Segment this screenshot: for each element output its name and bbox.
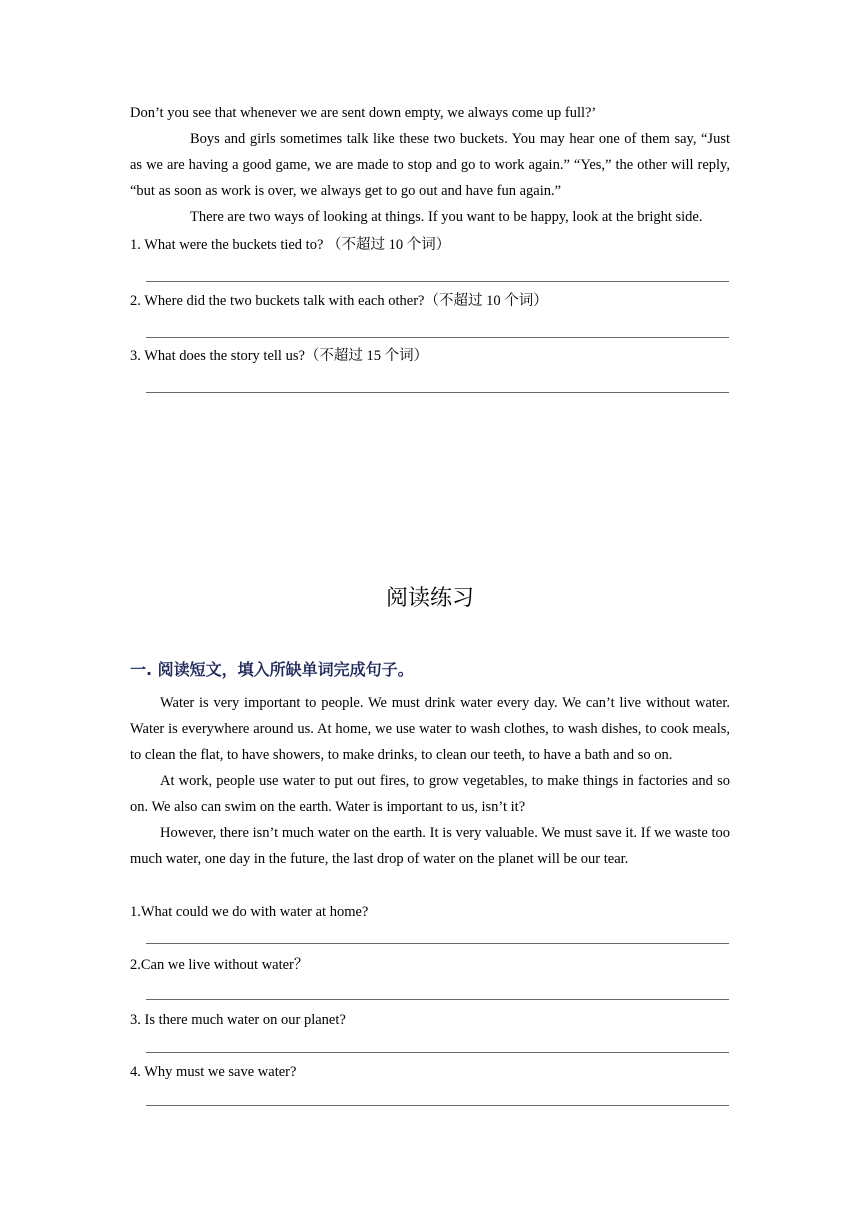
question-b-2 [130,952,730,978]
answer-line[interactable] [146,999,729,1000]
story-paragraph-3: There are two ways of looking at things. If you want to be happy, look at the bright side. [190,209,703,225]
page-title: 阅读练习 [385,586,474,611]
story-text [130,100,730,230]
answer-line[interactable] [146,392,729,393]
question-text: 3. What does the story tell us?（不超过 15 个词） [130,348,429,364]
section-heading: 一. 阅读短文，填入所缺单词完成句子。 [130,660,414,679]
question-text: 4. Why must we save water? [130,1064,297,1080]
question-b-4 [130,1059,730,1085]
question-b-3 [130,1007,730,1033]
story-paragraph-2: Boys and girls sometimes talk like these two buckets. You may hear one of them say, “Just as we are having a good game, we are made to stop and go to work again.” “Yes,” the other will reply, “but as soon as work is over, we always get to go out and have fun again.” [130,131,730,199]
passage-paragraph-3: However, there isn’t much water on the earth. It is very valuable. We must save it. If we waste too much water, one day in the future, the last drop of water on the planet will be our tear. [130,825,730,867]
question-a-2 [130,288,730,314]
answer-line[interactable] [146,1105,729,1106]
question-text: 1. What were the buckets tied to? （不超过 10 个词） [130,237,451,253]
story-paragraph-1: Don’t you see that whenever we are sent down empty, we always come up full?’ [130,105,597,121]
passage-paragraph-1: Water is very important to people. We must drink water every day. We can’t live without water. Water is everywhere around us. At home, we use water to wash clothes, to wash dishes, to cook meals, to clean the flat, to have showers, to make drinks, to clean our teeth, to have a bath and so on. [130,695,730,763]
answer-line[interactable] [146,281,729,282]
answer-line[interactable] [146,1052,729,1053]
question-text: 1.What could we do with water at home? [130,904,369,920]
question-a-1 [130,232,730,258]
reading-passage [130,690,730,872]
question-a-3 [130,343,730,369]
question-b-1 [130,899,730,925]
passage-paragraph-2: At work, people use water to put out fires, to grow vegetables, to make things in factories and so on. We also can swim on the earth. Water is important to us, isn’t it? [130,773,730,815]
answer-line[interactable] [146,337,729,338]
question-text: 3. Is there much water on our planet? [130,1012,346,1028]
question-text: 2.Can we live without water？ [130,957,309,973]
question-text: 2. Where did the two buckets talk with each other?（不超过 10 个词） [130,293,548,309]
answer-line[interactable] [146,943,729,944]
